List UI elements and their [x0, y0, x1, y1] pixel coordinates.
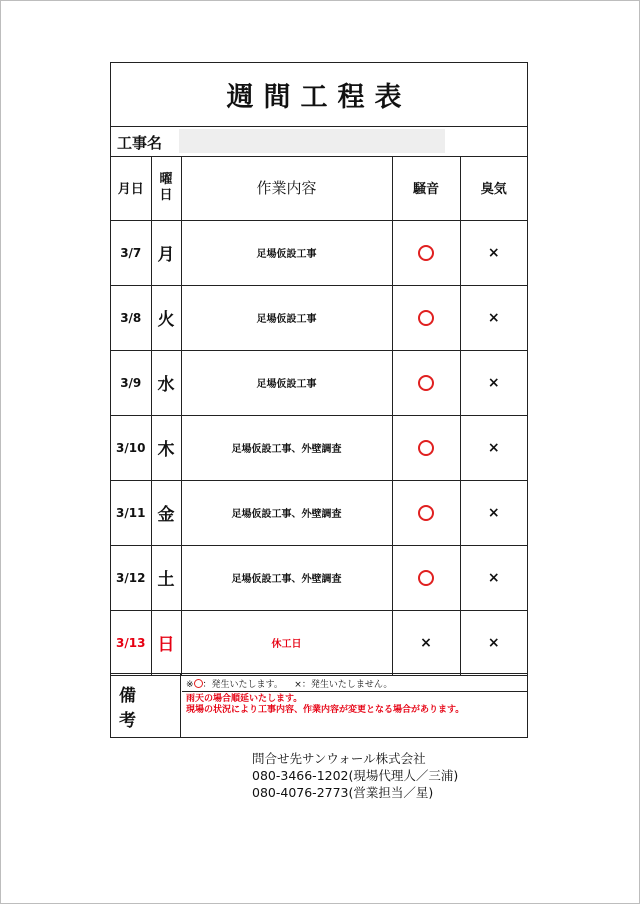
header-yobi-bottom: 日 [159, 187, 173, 203]
table-row [111, 610, 527, 675]
row-work: 足場仮設工事、外壁調査 [181, 480, 392, 545]
cross-mark: × [487, 374, 500, 391]
table-row [111, 415, 527, 480]
cross-mark: × [487, 504, 500, 521]
schedule-sheet [110, 62, 528, 738]
header-work: 作業内容 [181, 156, 392, 220]
header-date: 月日 [111, 156, 151, 220]
contact-phone-sales: 080-4076-2773(営業担当／星) [252, 785, 434, 800]
row-date: 3/7 [111, 220, 151, 285]
row-noise [392, 545, 460, 610]
row-work: 足場仮設工事、外壁調査 [181, 545, 392, 610]
circle-icon [194, 679, 203, 688]
table-row [111, 220, 527, 285]
row-work: 足場仮設工事、外壁調査 [181, 415, 392, 480]
legend-cross-text: ：発生いたしません。 [301, 680, 393, 690]
contact-block [252, 750, 458, 801]
cross-mark: × [420, 634, 432, 651]
row-work: 足場仮設工事 [181, 220, 392, 285]
header-odor: 臭気 [460, 156, 527, 220]
row-noise [392, 220, 460, 285]
header-yobi [151, 156, 181, 220]
row-noise [392, 610, 460, 675]
circle-icon [418, 440, 434, 456]
remarks-legend [182, 674, 527, 692]
row-date: 3/9 [111, 350, 151, 415]
remarks-section [111, 673, 527, 738]
schedule-rows [111, 220, 527, 675]
row-odor [460, 415, 527, 480]
project-row [111, 126, 527, 157]
row-odor [460, 220, 527, 285]
row-yobi: 水 [151, 350, 181, 415]
circle-icon [418, 245, 434, 261]
row-odor [460, 545, 527, 610]
schedule-table [111, 156, 527, 676]
row-date: 3/13 [111, 610, 151, 675]
legend-circle-text: ：発生いたします。 [202, 680, 283, 690]
row-date: 3/10 [111, 415, 151, 480]
remarks-note-1: 雨天の場合順延いたします。 [186, 694, 303, 704]
row-work: 休工日 [181, 610, 392, 675]
circle-icon [418, 570, 434, 586]
legend-cross: × [294, 680, 302, 690]
cross-mark: × [487, 309, 500, 326]
table-row [111, 350, 527, 415]
cross-mark: × [487, 569, 500, 586]
row-date: 3/8 [111, 285, 151, 350]
row-date: 3/12 [111, 545, 151, 610]
project-label: 工事名 [117, 134, 163, 152]
cross-mark: × [487, 244, 500, 261]
project-name-field[interactable] [179, 129, 445, 153]
header-row [111, 156, 527, 220]
remarks-note-2: 現場の状況により工事内容、作業内容が変更となる場合があります。 [186, 705, 465, 715]
row-odor [460, 480, 527, 545]
contact-company: 問合せ先サンウォール株式会社 [252, 751, 426, 766]
table-row [111, 545, 527, 610]
legend-prefix: ※ [186, 680, 194, 690]
page-title: 週間工程表 [226, 82, 412, 113]
header-noise: 騒音 [392, 156, 460, 220]
table-row [111, 285, 527, 350]
row-noise [392, 350, 460, 415]
remarks-notes [186, 694, 525, 716]
cross-mark: × [487, 634, 500, 651]
circle-icon [418, 310, 434, 326]
row-odor [460, 350, 527, 415]
row-odor [460, 285, 527, 350]
row-noise [392, 480, 460, 545]
remarks-label: 備 考 [111, 674, 181, 738]
title-row [111, 63, 527, 127]
row-yobi: 土 [151, 545, 181, 610]
row-work: 足場仮設工事 [181, 285, 392, 350]
row-work: 足場仮設工事 [181, 350, 392, 415]
row-yobi: 木 [151, 415, 181, 480]
row-date: 3/11 [111, 480, 151, 545]
row-noise [392, 415, 460, 480]
row-odor [460, 610, 527, 675]
row-yobi: 金 [151, 480, 181, 545]
circle-icon [418, 375, 434, 391]
row-yobi: 火 [151, 285, 181, 350]
row-noise [392, 285, 460, 350]
circle-icon [418, 505, 434, 521]
cross-mark: × [487, 439, 500, 456]
header-yobi-top: 曜 [159, 171, 173, 187]
row-yobi: 日 [151, 610, 181, 675]
row-yobi: 月 [151, 220, 181, 285]
table-row [111, 480, 527, 545]
contact-phone-site: 080-3466-1202(現場代理人／三浦) [252, 768, 459, 783]
